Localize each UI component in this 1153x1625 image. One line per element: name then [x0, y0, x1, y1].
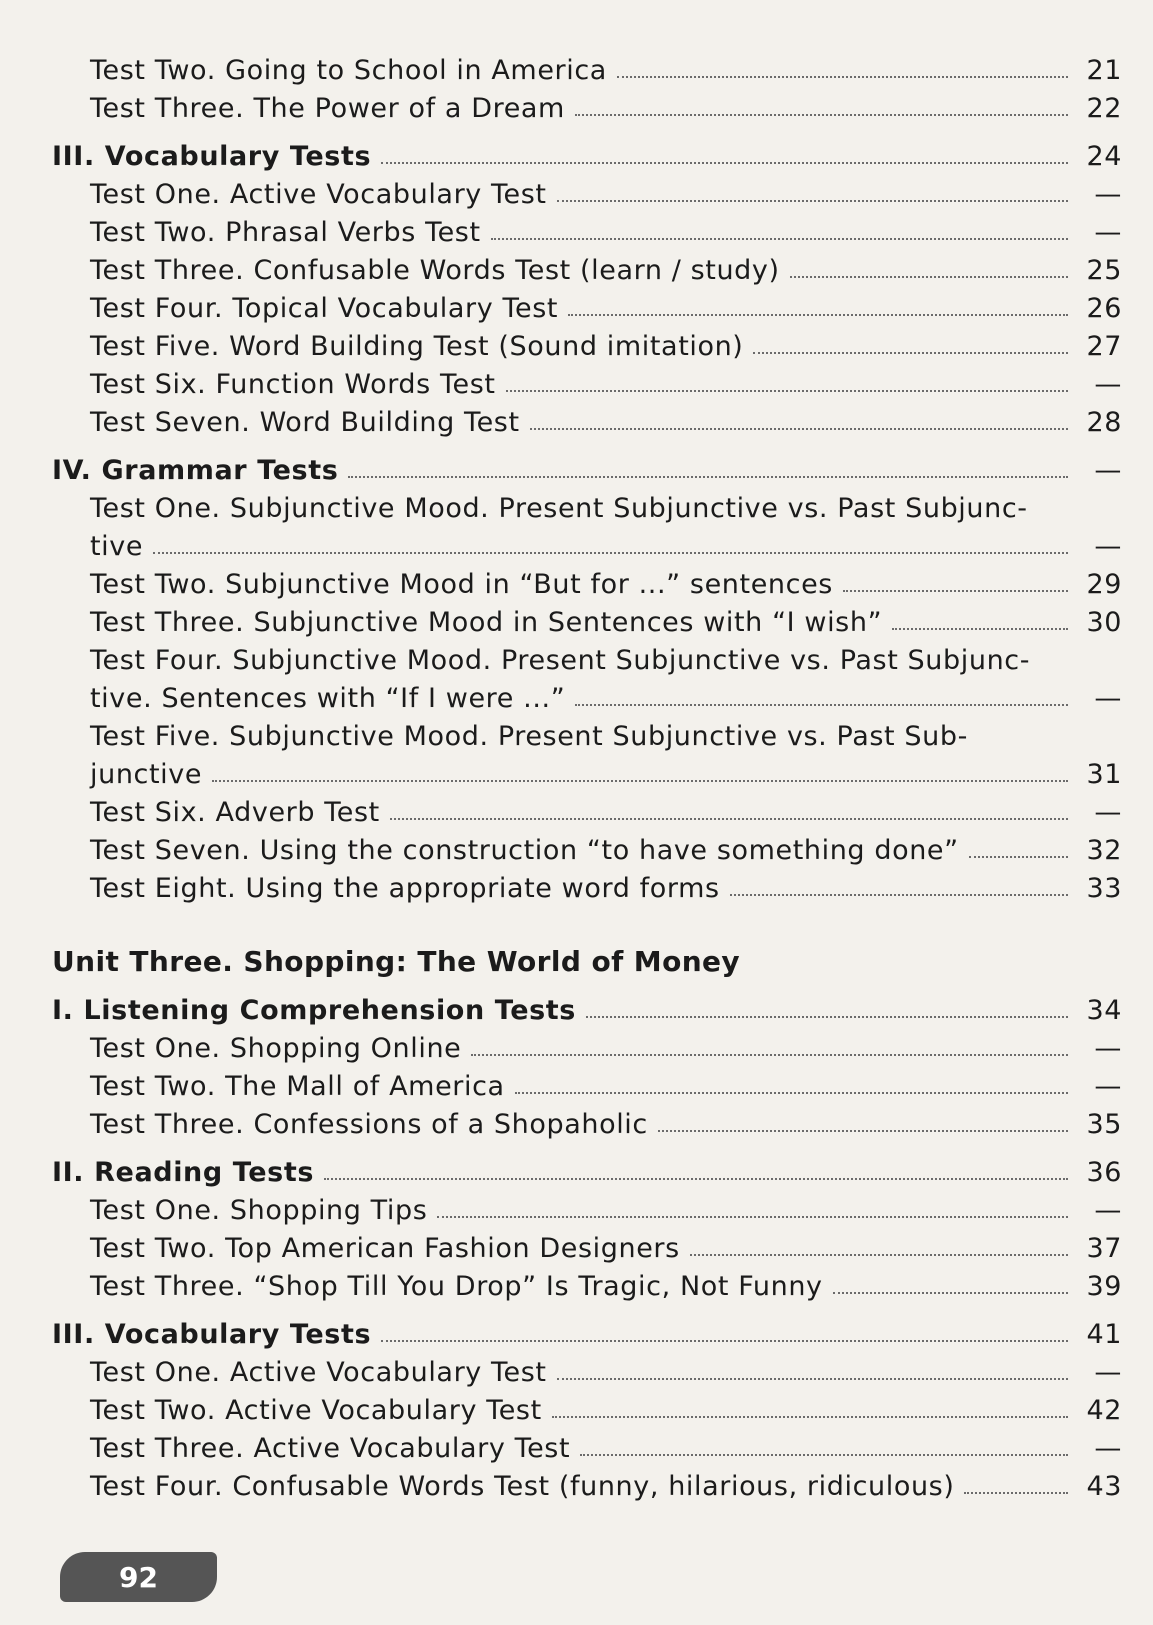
toc-section-heading [52, 978, 1122, 1026]
toc-section-heading [52, 1140, 1122, 1188]
toc-entry [52, 562, 1122, 600]
toc-entry-title: Test Seven. Word Building Test [90, 407, 520, 438]
toc-page-number: — [1094, 1357, 1122, 1388]
toc-entry-title: junctive [90, 759, 203, 790]
toc-entry-title: I. Listening Comprehension Tests [52, 995, 576, 1026]
dot-leader [575, 114, 1068, 116]
dot-leader [833, 1292, 1068, 1294]
toc-entry [52, 86, 1122, 124]
toc-entry-title: Test Four. Topical Vocabulary Test [90, 293, 559, 324]
toc-page-number: — [1094, 797, 1122, 828]
toc-page-number: 37 [1086, 1233, 1122, 1264]
toc-entry-title: III. Vocabulary Tests [52, 141, 372, 172]
dot-leader [617, 76, 1068, 78]
dot-leader [557, 200, 1068, 202]
page-number-badge [60, 1552, 217, 1602]
dot-leader [515, 1092, 1068, 1094]
dot-leader [348, 476, 1068, 478]
toc-entry [52, 752, 1122, 790]
toc-part-one [52, 48, 1122, 904]
toc-entry-title: Test Two. Top American Fashion Designers [90, 1233, 680, 1264]
toc-entry-title: Test Three. Subjunctive Mood in Sentences with “I wish” [90, 607, 883, 638]
toc-page-number: 41 [1086, 1319, 1122, 1350]
toc-entry [52, 1226, 1122, 1264]
toc-page-number: 25 [1086, 255, 1122, 286]
toc-entry [52, 1388, 1122, 1426]
dot-leader [153, 552, 1068, 554]
toc-page-number: — [1094, 1433, 1122, 1464]
toc-entry [52, 1426, 1122, 1464]
toc-page-number: 27 [1086, 331, 1122, 362]
toc-entry-title: Test Three. Confusable Words Test (learn / study) [90, 255, 780, 286]
toc-entry [52, 286, 1122, 324]
dot-leader [506, 390, 1068, 392]
toc-entry-title: Test One. Active Vocabulary Test [90, 1357, 547, 1388]
toc-entry [52, 600, 1122, 638]
toc-entry [52, 1026, 1122, 1064]
toc-entry [52, 210, 1122, 248]
dot-leader [730, 894, 1068, 896]
toc-entry [52, 400, 1122, 438]
toc-page-number: 30 [1086, 607, 1122, 638]
toc-entry-title: Test Six. Function Words Test [90, 369, 496, 400]
toc-page-number: 29 [1086, 569, 1122, 600]
dot-leader [969, 856, 1068, 858]
toc-entry [52, 1464, 1122, 1502]
toc-page-number: 35 [1086, 1109, 1122, 1140]
dot-leader [964, 1492, 1068, 1494]
toc-page-number: 32 [1086, 835, 1122, 866]
dot-leader [658, 1130, 1068, 1132]
toc-page-number: — [1094, 1195, 1122, 1226]
toc-page-number: 33 [1086, 873, 1122, 904]
unit-title: Unit Three. Shopping: The World of Money [52, 945, 741, 978]
toc-entry-title: Test Five. Subjunctive Mood. Present Subjunctive vs. Past Sub- [90, 721, 968, 752]
toc-page-number: — [1094, 179, 1122, 210]
toc-entry-title: Test Three. Confessions of a Shopaholic [90, 1109, 648, 1140]
toc-entry-title: Test Eight. Using the appropriate word forms [90, 873, 720, 904]
toc-page-number: 36 [1086, 1157, 1122, 1188]
toc-entry [52, 676, 1122, 714]
toc-entry-title: III. Vocabulary Tests [52, 1319, 372, 1350]
dot-leader [530, 428, 1068, 430]
toc-entry-title: tive. Sentences with “If I were ...” [90, 683, 566, 714]
toc-page-number: 28 [1086, 407, 1122, 438]
toc-entry [52, 324, 1122, 362]
toc-page-number: 26 [1086, 293, 1122, 324]
toc-page-number: 42 [1086, 1395, 1122, 1426]
dot-leader [552, 1416, 1068, 1418]
toc-entry [52, 1350, 1122, 1388]
toc-entry [52, 866, 1122, 904]
toc-entry-title: Test Two. Going to School in America [90, 55, 607, 86]
toc-entry-title: Test Three. “Shop Till You Drop” Is Tragic, Not Funny [90, 1271, 823, 1302]
toc-entry-title: Test One. Shopping Online [90, 1033, 462, 1064]
toc-entry-title: Test Two. The Mall of America [90, 1071, 505, 1102]
dot-leader [471, 1054, 1068, 1056]
toc-entry [52, 48, 1122, 86]
toc-page-number: — [1094, 1071, 1122, 1102]
toc-entry-title: IV. Grammar Tests [52, 455, 339, 486]
toc-page-number: 39 [1086, 1271, 1122, 1302]
toc-entry [52, 524, 1122, 562]
toc-entry-title: Test One. Shopping Tips [90, 1195, 428, 1226]
toc-entry-title: tive [90, 531, 144, 562]
toc-page-number: — [1094, 217, 1122, 248]
toc-page-number: — [1094, 1033, 1122, 1064]
toc-entry-title: Test One. Active Vocabulary Test [90, 179, 547, 210]
dot-leader [491, 238, 1068, 240]
dot-leader [575, 704, 1068, 706]
toc-entry-title: Test Two. Subjunctive Mood in “But for ...” sentences [90, 569, 833, 600]
table-of-contents [52, 48, 1122, 1502]
toc-entry-title: Test Five. Word Building Test (Sound imitation) [90, 331, 744, 362]
toc-entry-line [52, 638, 1122, 676]
dot-leader [790, 276, 1068, 278]
toc-entry [52, 1064, 1122, 1102]
toc-entry [52, 172, 1122, 210]
toc-entry-line [52, 486, 1122, 524]
toc-page-number: 34 [1086, 995, 1122, 1026]
toc-entry [52, 828, 1122, 866]
toc-entry-title: Test Three. Active Vocabulary Test [90, 1433, 571, 1464]
toc-page-number: — [1094, 455, 1122, 486]
dot-leader [690, 1254, 1068, 1256]
dot-leader [324, 1178, 1068, 1180]
toc-page-number: — [1094, 531, 1122, 562]
dot-leader [753, 352, 1068, 354]
toc-entry-title: Test Four. Confusable Words Test (funny, hilarious, ridiculous) [90, 1471, 955, 1502]
toc-entry [52, 362, 1122, 400]
dot-leader [390, 818, 1068, 820]
toc-page-number: — [1094, 369, 1122, 400]
toc-entry [52, 1102, 1122, 1140]
toc-entry [52, 248, 1122, 286]
toc-entry [52, 1188, 1122, 1226]
dot-leader [557, 1378, 1068, 1380]
toc-page-number: 31 [1086, 759, 1122, 790]
toc-entry-title: Test Two. Phrasal Verbs Test [90, 217, 481, 248]
toc-entry [52, 1264, 1122, 1302]
dot-leader [437, 1216, 1068, 1218]
toc-entry-title: Test Four. Subjunctive Mood. Present Subjunctive vs. Past Subjunc- [90, 645, 1031, 676]
toc-section-heading [52, 124, 1122, 172]
toc-page-number: 43 [1086, 1471, 1122, 1502]
toc-part-two [52, 978, 1122, 1502]
toc-entry [52, 790, 1122, 828]
dot-leader [381, 1340, 1068, 1342]
toc-entry-line [52, 714, 1122, 752]
dot-leader [568, 314, 1068, 316]
toc-page-number: — [1094, 683, 1122, 714]
dot-leader [212, 780, 1068, 782]
toc-entry-title: Test One. Subjunctive Mood. Present Subjunctive vs. Past Subjunc- [90, 493, 1028, 524]
toc-entry-title: Test Seven. Using the construction “to have something done” [90, 835, 959, 866]
toc-page-number: 22 [1086, 93, 1122, 124]
toc-section-heading [52, 1302, 1122, 1350]
dot-leader [381, 162, 1068, 164]
dot-leader [586, 1016, 1068, 1018]
toc-page-number: 21 [1086, 55, 1122, 86]
toc-entry-title: Test Three. The Power of a Dream [90, 93, 565, 124]
toc-page-number: 24 [1086, 141, 1122, 172]
toc-section-heading [52, 438, 1122, 486]
toc-entry-title: Test Two. Active Vocabulary Test [90, 1395, 542, 1426]
toc-entry-title: Test Six. Adverb Test [90, 797, 380, 828]
page-number: 92 [119, 1560, 158, 1594]
dot-leader [843, 590, 1068, 592]
dot-leader [892, 628, 1068, 630]
dot-leader [580, 1454, 1068, 1456]
toc-entry-title: II. Reading Tests [52, 1157, 314, 1188]
